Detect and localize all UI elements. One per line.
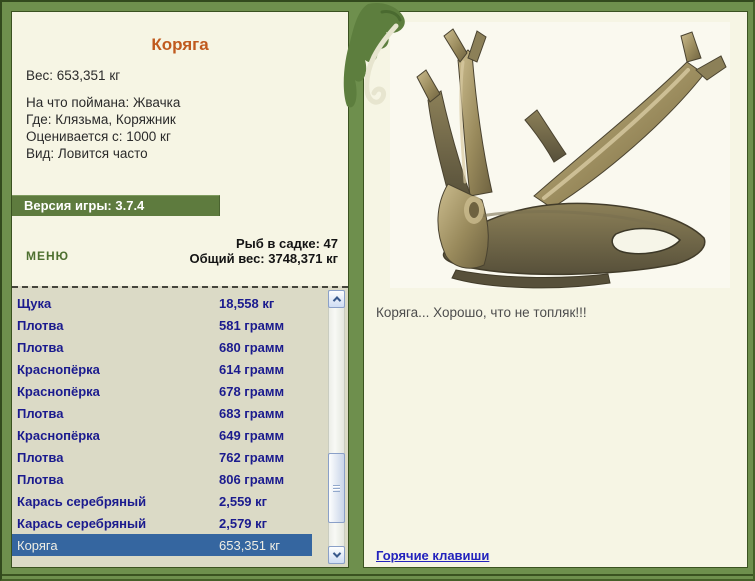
fish-name: Плотва <box>17 405 64 421</box>
list-item[interactable] <box>12 468 312 490</box>
fish-name: Плотва <box>17 449 64 465</box>
menu-button[interactable]: МЕНЮ <box>26 249 70 263</box>
fish-weight: 581 грамм <box>219 317 285 333</box>
fish-name: Щука <box>17 295 52 311</box>
item-title: Коряга <box>151 35 209 54</box>
catch-list <box>12 286 348 567</box>
thumb-grip-icon <box>333 485 340 492</box>
fish-name: Коряга <box>17 537 58 553</box>
info-line-valued: Оценивается с: 1000 кг <box>26 129 171 144</box>
list-item[interactable] <box>12 490 312 512</box>
fish-name: Карась серебряный <box>17 493 147 509</box>
list-item[interactable] <box>12 336 312 358</box>
list-item[interactable] <box>12 446 312 468</box>
chevron-down-icon <box>332 549 340 557</box>
menu-row <box>12 236 348 266</box>
list-item[interactable] <box>12 380 312 402</box>
creel-total-weight: Общий вес: 3748,371 кг <box>189 251 338 266</box>
fish-weight: 680 грамм <box>219 339 285 355</box>
fish-weight: 18,558 кг <box>219 295 275 311</box>
info-line-bait: На что поймана: Жвачка <box>26 95 181 110</box>
scrollbar[interactable] <box>328 290 345 564</box>
scroll-down-button[interactable] <box>328 546 345 564</box>
scrollbar-thumb[interactable] <box>328 453 345 523</box>
photo-caption: Коряга... Хорошо, что не топляк!!! <box>376 305 587 320</box>
creel-count: Рыб в садке: 47 <box>235 236 338 251</box>
frame-bottom-line <box>2 574 753 576</box>
driftwood-photo <box>384 20 736 292</box>
fish-name: Плотва <box>17 339 64 355</box>
info-panel <box>11 11 349 568</box>
version-bar: Версия игры: 3.7.4 <box>12 195 220 216</box>
list-item[interactable] <box>12 292 312 314</box>
scroll-up-button[interactable] <box>328 290 345 308</box>
item-weight: Вес: 653,351 кг <box>26 68 121 83</box>
list-item[interactable] <box>12 424 312 446</box>
list-item[interactable] <box>12 314 312 336</box>
fish-name: Краснопёрка <box>17 361 100 377</box>
fish-name: Краснопёрка <box>17 383 100 399</box>
fish-name: Плотва <box>17 317 64 333</box>
fish-weight: 2,559 кг <box>219 493 268 509</box>
list-item[interactable] <box>12 358 312 380</box>
creel-stats <box>189 236 338 266</box>
fish-name: Карась серебряный <box>17 515 147 531</box>
fish-weight: 806 грамм <box>219 471 285 487</box>
hotkeys-link[interactable]: Горячие клавиши <box>376 548 490 563</box>
fish-weight: 649 грамм <box>219 427 285 443</box>
fish-name: Плотва <box>17 471 64 487</box>
info-line-place: Где: Клязьма, Коряжник <box>26 112 176 127</box>
item-info <box>26 94 348 162</box>
fish-weight: 653,351 кг <box>219 537 281 553</box>
picture-panel <box>363 11 748 568</box>
fish-weight: 2,579 кг <box>219 515 268 531</box>
fish-weight: 614 грамм <box>219 361 285 377</box>
fish-name: Краснопёрка <box>17 427 100 443</box>
chameleon-decoration-icon <box>338 2 414 128</box>
fish-weight: 762 грамм <box>219 449 285 465</box>
list-item[interactable] <box>12 534 312 556</box>
info-line-kind: Вид: Ловится часто <box>26 146 148 161</box>
chevron-up-icon <box>332 296 340 304</box>
fish-weight: 678 грамм <box>219 383 285 399</box>
fish-weight: 683 грамм <box>219 405 285 421</box>
list-item[interactable] <box>12 512 312 534</box>
list-item[interactable] <box>12 402 312 424</box>
